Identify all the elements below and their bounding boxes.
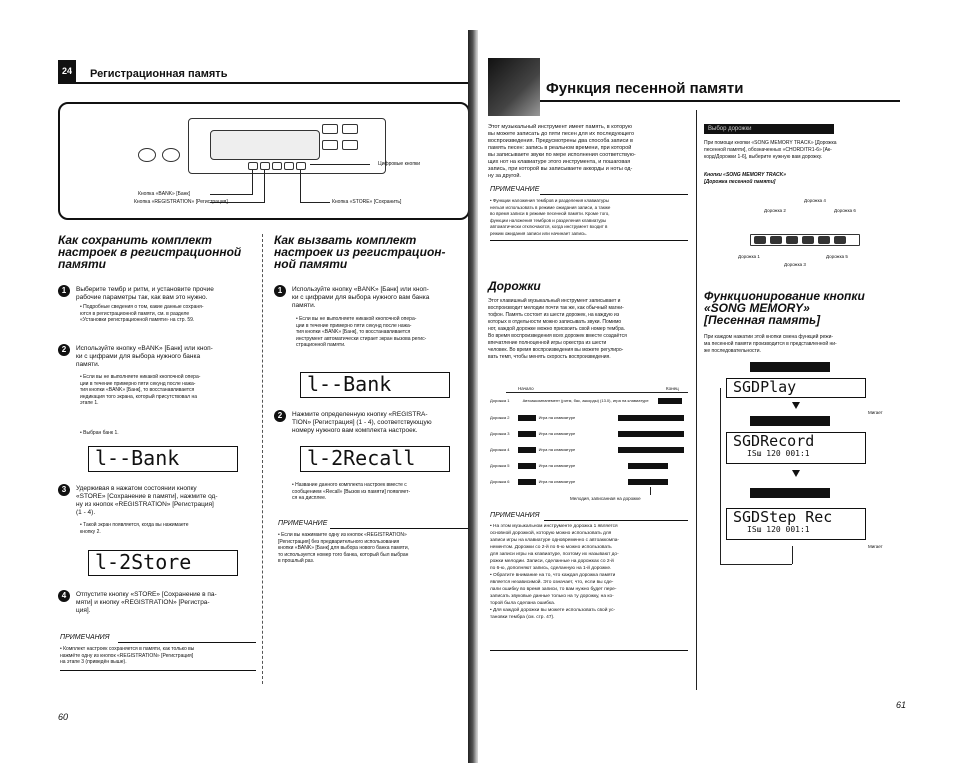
recall-note — [278, 532, 468, 565]
text-line: же последовательности. — [704, 348, 761, 354]
text-line: сообщением «Recall» [Вызов из памяти] появляет- — [292, 488, 411, 495]
text-line: Выберите тембр и ритм, и установите прочие — [76, 286, 214, 293]
title-line: [Песенная память] — [704, 313, 821, 327]
title-line: настроек в регистрационной — [58, 245, 242, 259]
text-line: индикация того экрана, который присутствовал на — [80, 393, 198, 400]
text-line: записать звуковые данные только на ту дорожку, на ко- — [490, 594, 614, 599]
left-header-title: Регистрационная память — [90, 68, 228, 80]
tracks-caption: Мелодия, записанная на дорожке — [570, 496, 641, 501]
text-line: Кнопки «SONG MEMORY TRACK» — [704, 172, 787, 178]
label-bank-button: Кнопка «BANK» [Банк] — [138, 191, 190, 197]
text-line: Отпустите кнопку «STORE» [Сохранение в па- — [76, 591, 217, 598]
track-label-2: Дорожка 2 — [764, 208, 786, 213]
text-line: памяти. — [76, 361, 100, 368]
text-line: ции в течение примерно пяти секунд после нажа- — [80, 380, 196, 387]
song-memory-title — [704, 290, 924, 326]
text-line: мяти] и кнопку «REGISTRATION» [Регистра- — [76, 599, 210, 606]
tracks-notes-bottom-rule — [490, 650, 688, 651]
recall-step-2-note — [292, 482, 468, 502]
text-line: вы можете записать до пяти песен для их последующего — [488, 131, 635, 137]
text-line: кнопку 2. — [80, 528, 101, 535]
track-button-1 — [754, 236, 766, 244]
song-memory-button — [750, 416, 830, 426]
text-line: торой была сделана ошибка. — [490, 601, 556, 606]
recall-step-1-note — [296, 316, 468, 349]
text-line: автоматически отключаются, когда инструмент входит в — [490, 224, 608, 229]
track-label-3: Дорожка 3 — [784, 262, 806, 267]
save-step-2-note2: • Выбран банк 1. — [80, 430, 119, 436]
text-line: «STORE» [Сохранение в памяти], нажмите од- — [76, 493, 218, 500]
title-line: ной памяти — [274, 257, 348, 271]
track-end-label: Конец — [666, 386, 679, 391]
step-bullet-2: 2 — [58, 344, 70, 356]
recall-note-rule — [330, 528, 468, 529]
text-line: нот, каждой дорожке можно присвоить свой номер тембра. — [488, 326, 626, 332]
recall-step-bullet-2: 2 — [274, 410, 286, 422]
step-bullet-1: 1 — [58, 285, 70, 297]
text-line: основной дорожкой, которую можно использовать для — [490, 531, 612, 536]
blink-label: Мигает — [868, 410, 883, 415]
text-line: этапе 1. — [80, 400, 99, 406]
track-button-6 — [834, 236, 846, 244]
text-line: • Если вы не выполняете никакой кнопочной опера- — [296, 316, 417, 322]
intro-note — [490, 198, 688, 237]
text-line: нементом. Дорожки со 2-й по 6-ю можно использовать — [490, 545, 612, 550]
text-line: ки с цифрами для выбора нужного банка — [76, 353, 201, 360]
text-line: памяти. — [292, 302, 316, 309]
keyboard-button — [138, 148, 156, 162]
text-line: Удерживая в нажатом состоянии кнопку — [76, 485, 197, 492]
text-line: песенной памяти], обозначенных «CHORD/TR1-6» [Ак- — [704, 147, 832, 153]
text-line: • Комплект настроек сохраняется в памяти, как только вы — [60, 646, 195, 652]
right-header-rule — [540, 100, 900, 102]
keyboard-button — [322, 124, 338, 134]
text-line: • Подробные сведения о том, какие данные сохраня- — [80, 304, 204, 310]
right-header-title: Функция песенной памяти — [546, 80, 744, 97]
text-line: ции в течение примерно пяти секунд после нажа- — [296, 322, 412, 329]
track-name: Дорожка 6 — [490, 479, 510, 484]
track-name: Дорожка 1 — [490, 398, 510, 403]
lcd-step-rec — [726, 508, 866, 540]
track-bar — [618, 447, 684, 453]
track-name: Дорожка 4 — [490, 447, 510, 452]
save-step-1-note — [80, 304, 256, 324]
track-label-5: Дорожка 5 — [826, 254, 848, 259]
track-text: Автоаккомпанемент (ритм, бас, аккорды) (13.0), игра на клавиатуре — [522, 398, 649, 403]
keyboard-button — [322, 140, 338, 150]
text-line: воспроизводит мелодии почти так же, как обычный магни- — [488, 305, 624, 311]
select-track-banner: Выбор дорожки — [704, 124, 834, 134]
text-line: • Для каждой дорожки вы можете использовать свой ус- — [490, 608, 616, 613]
save-notes-heading: ПРИМЕЧАНИЯ — [60, 634, 110, 641]
title-line: «SONG MEMORY» — [704, 301, 810, 315]
intro-note-heading: ПРИМЕЧАНИЕ — [490, 186, 540, 193]
caption-leader — [650, 487, 651, 495]
text-line: то используется номер того банка, который был выбран — [278, 551, 409, 558]
loop-line — [720, 564, 792, 565]
song-memory-button — [750, 362, 830, 372]
recall-step-1 — [292, 286, 468, 310]
text-line: • Функции наложения тембров и разделения клавиатуры — [490, 198, 609, 203]
track-text: Игра на клавиатуре — [538, 479, 576, 484]
page-right — [478, 0, 953, 763]
text-line: Нажмите определенную кнопку «REGISTRA- — [292, 411, 428, 418]
lcd-main: SGDRecord — [733, 432, 815, 450]
text-line: воспроизведения. Предусмотрены два способа записи в — [488, 138, 633, 144]
page-left — [0, 0, 470, 763]
label-digit-buttons: Цифровые кнопки — [378, 161, 421, 167]
track-bar — [518, 479, 536, 485]
chapter-marker — [58, 60, 76, 82]
lcd-play: SGDPlay — [726, 378, 866, 398]
text-line: записи игры на клавиатуре одновременно с автоаккомпа- — [490, 538, 619, 543]
tracks-text — [488, 298, 688, 361]
save-step-3-note — [80, 522, 256, 535]
text-line: щих нот на клавиатуре этого инструмента, и пошаговая — [488, 159, 631, 165]
save-notes-bottom-rule — [60, 670, 256, 671]
text-line: ма песенной памяти производится в представленной ни- — [704, 341, 837, 347]
step-bullet-3: 3 — [58, 484, 70, 496]
lcd-bank-save: l--Bank — [88, 446, 238, 472]
text-line: память песен: запись в реальном времени, при которой — [488, 145, 632, 151]
text-line: тановки тембра (см. стр. 47). — [490, 615, 555, 620]
track-button-4 — [802, 236, 814, 244]
text-line: ются в регистрационной памяти, см. в разделе — [80, 310, 190, 317]
lcd-store: l-2Store — [88, 550, 238, 576]
callout-line — [300, 202, 330, 203]
page-number-left: 60 — [58, 712, 69, 722]
text-line: При помощи кнопки «SONG MEMORY TRACK» [Дорожка — [704, 140, 837, 146]
title-line: Функционирование кнопки — [704, 289, 865, 303]
title-line: памяти — [58, 257, 106, 271]
text-line: нельзя использовать в режиме ожидания записи, а также — [490, 204, 611, 210]
keyboard-button — [284, 162, 294, 170]
text-line: • Такой экран появляется, когда вы нажимаете — [80, 522, 189, 528]
text-line: в прошлый раз. — [278, 558, 315, 564]
track-label-6: Дорожка 6 — [834, 208, 856, 213]
save-step-4 — [76, 591, 256, 615]
text-line: для записи игры на клавиатуре, поэтому их называют до- — [490, 552, 619, 557]
lcd-sub: ISɯ 120 001:1 — [747, 525, 810, 534]
text-line: ся на дисплее. — [292, 495, 327, 501]
keyboard-button — [342, 140, 358, 150]
recall-section-title — [274, 234, 470, 270]
track-start-rule — [506, 392, 688, 393]
right-column-divider — [696, 110, 697, 690]
keyboard-button — [272, 162, 282, 170]
text-line: Во время воспроизведения всех дорожек вместе создаётся — [488, 333, 627, 339]
keyboard-button — [296, 162, 306, 170]
text-line: лали ошибку во время записи, то вам нужно будет пере- — [490, 587, 617, 592]
intro-note-rule — [540, 194, 688, 195]
text-line: «Установки регистрационной памяти» на стр. 59. — [80, 317, 195, 323]
track-text: Игра на клавиатуре — [538, 431, 576, 436]
text-line: вы записываете звуки по мере исполнения соответствую- — [488, 152, 636, 158]
label-registration-button: Кнопка «REGISTRATION» [Регистрация] — [134, 199, 228, 205]
blink-label: Мигает — [868, 544, 883, 549]
text-line: Используйте кнопку «BANK» [Банк] или кноп- — [292, 286, 429, 293]
keyboard-display — [210, 130, 320, 160]
tracks-notes-rule — [544, 520, 688, 521]
title-line: Как сохранить комплект — [58, 233, 212, 247]
text-line: страционной памяти. — [296, 342, 346, 348]
text-line: является независимой. Это означает, что, если вы сде- — [490, 580, 614, 585]
text-line: вать темп, чтобы менять скорость воспроизведения. — [488, 354, 611, 360]
track-bar — [658, 398, 682, 404]
track-label-1: Дорожка 1 — [738, 254, 760, 259]
lcd-main: SGDStep Rec — [733, 508, 833, 526]
track-bar — [628, 479, 668, 485]
text-line: тия кнопки «BANK» [Банк], то восстанавливается — [80, 387, 195, 393]
right-intro — [488, 124, 688, 180]
save-notes — [60, 646, 256, 666]
text-line: [Дорожка песенной памяти] — [704, 179, 776, 185]
text-line: ки с цифрами для выбора нужного вам банка — [292, 294, 430, 301]
callout-line — [264, 170, 265, 202]
tracks-title: Дорожки — [488, 279, 541, 293]
text-line: • На этом музыкальном инструменте дорожка 1 является — [490, 524, 618, 529]
song-memory-button — [750, 488, 830, 498]
callout-line — [252, 170, 253, 194]
save-step-2 — [76, 345, 256, 369]
track-bar — [618, 415, 684, 421]
save-step-1 — [76, 286, 256, 302]
text-line: режим ожидания записи или начинает запись. — [490, 230, 587, 236]
save-notes-rule — [118, 642, 256, 643]
recall-step-bullet-1: 1 — [274, 285, 286, 297]
track-text: Игра на клавиатуре — [538, 415, 576, 420]
lcd-recall: l-2Recall — [300, 446, 450, 472]
callout-line — [210, 194, 253, 195]
track-bar — [518, 447, 536, 453]
text-line: тофон. Память состоит из шести дорожек, на каждую из — [488, 312, 620, 318]
track-bar — [618, 431, 684, 437]
text-line: тия кнопки «BANK» [Банк], то восстанавливается — [296, 329, 411, 335]
keyboard-diagram — [58, 102, 470, 220]
text-line: номеру нужного вам комплекта настроек. — [292, 427, 418, 434]
text-line: кнопки «BANK» [Банк] для выбора нового банка памяти, — [278, 545, 409, 551]
save-step-2-note — [80, 374, 256, 407]
text-line: [Регистрация] без предварительного использования — [278, 538, 400, 545]
lcd-sub: ISɯ 120 001:1 — [747, 449, 810, 458]
tracks-notes-heading: ПРИМЕЧАНИЯ — [490, 512, 540, 519]
recall-note-heading: ПРИМЕЧАНИЕ — [278, 520, 328, 527]
track-button-5 — [818, 236, 830, 244]
title-line: Как вызвать комплект — [274, 233, 417, 247]
save-step-3 — [76, 485, 256, 517]
text-line: ция]. — [76, 607, 91, 614]
text-line: ну из кнопок «REGISTRATION» [Регистрация] — [76, 501, 214, 508]
save-section-title — [58, 234, 258, 270]
text-line: ну за другой. — [488, 173, 521, 179]
left-header-rule — [58, 82, 470, 84]
select-track-text — [704, 140, 904, 161]
text-line: инструмент автоматически стирает экран вызова регис- — [296, 335, 427, 342]
track-name: Дорожка 3 — [490, 431, 510, 436]
text-line: запись, при которой вы записываете аккорды и ноты од- — [488, 166, 633, 172]
loop-line — [720, 388, 721, 564]
keyboard-button — [342, 124, 358, 134]
lcd-bank-recall: l--Bank — [300, 372, 450, 398]
track-bar — [518, 463, 536, 469]
text-line: • Если вы нажимаете одну из кнопок «REGISTRATION» — [278, 532, 407, 538]
text-line: При каждом нажатии этой кнопки смена функций режи- — [704, 334, 834, 340]
chapter-image — [488, 58, 540, 116]
track-bar — [518, 415, 536, 421]
text-line: TION» [Регистрация] (1 - 4), соответствующую — [292, 419, 432, 426]
step-bullet-4: 4 — [58, 590, 70, 602]
text-line: Используйте кнопку «BANK» [Банк] или кноп- — [76, 345, 213, 352]
text-line: рожки мелодии. Записи, сделанные на дорожках со 2-й — [490, 559, 614, 564]
text-line: функции наложения тембров и разделения клавиатуры — [490, 217, 607, 223]
text-line: Этот клавишный музыкальный инструмент записывает и — [488, 298, 621, 304]
track-name: Дорожка 5 — [490, 463, 510, 468]
column-divider — [262, 234, 263, 684]
label-store-button: Кнопка «STORE» [Сохранить] — [332, 199, 402, 205]
text-line: • Если вы не выполняете никакой кнопочной опера- — [80, 374, 201, 380]
select-track-caption — [704, 172, 786, 186]
text-line: • Обратите внимание на то, что каждая дорожка памяти — [490, 573, 616, 578]
page-number-right: 61 — [896, 700, 907, 710]
intro-note-bottom-rule — [490, 240, 688, 241]
keyboard-button — [260, 162, 270, 170]
text-line: на этапе 3 (приведён выше). — [60, 659, 127, 665]
callout-line — [300, 170, 301, 202]
text-line: которых в отдельности можно записывать звуки. Помимо — [488, 319, 622, 325]
tracks-notes — [490, 523, 688, 621]
track-bar — [518, 431, 536, 437]
track-bar — [628, 463, 668, 469]
keyboard-button — [162, 148, 180, 162]
text-line: по 6-ю, дополняют запись, сделанную на 1-й дорожке. — [490, 566, 612, 571]
track-button-3 — [786, 236, 798, 244]
track-start-label: Начало — [518, 386, 534, 391]
text-line: человек. Во время воспроизведения вы можете регулиро- — [488, 347, 624, 353]
text-line: корд/Дорожки 1-6], выберите нужную вам дорожку. — [704, 154, 823, 160]
track-text: Игра на клавиатуре — [538, 447, 576, 452]
text-line: во время записи в режиме песенной памяти. Кроме того, — [490, 211, 610, 216]
keyboard-button — [248, 162, 258, 170]
recall-step-2 — [292, 411, 468, 435]
callout-line — [310, 164, 370, 165]
chapter-number: 24 — [61, 66, 72, 76]
arrow-down-icon — [792, 402, 800, 409]
track-text: Игра на клавиатуре — [538, 463, 576, 468]
lcd-record — [726, 432, 866, 464]
loop-line — [792, 546, 793, 564]
song-memory-text — [704, 334, 914, 355]
track-button-2 — [770, 236, 782, 244]
text-line: рабочие параметры так, как вам это нужно. — [76, 294, 208, 301]
text-line: (1 - 4). — [76, 509, 96, 516]
text-line: впечатление полноценной игры оркестра из шести — [488, 340, 607, 346]
track-label-4: Дорожка 4 — [804, 198, 826, 203]
text-line: Этот музыкальный инструмент имеет память, в которую — [488, 124, 633, 130]
title-line: настроек из регистрацион- — [274, 245, 446, 259]
text-line: нажмёте одну из кнопок «REGISTRATION» [Регистрация] — [60, 652, 194, 659]
arrow-down-icon — [792, 470, 800, 477]
track-name: Дорожка 2 — [490, 415, 510, 420]
text-line: • Название данного комплекта настроек вместе с — [292, 482, 407, 488]
